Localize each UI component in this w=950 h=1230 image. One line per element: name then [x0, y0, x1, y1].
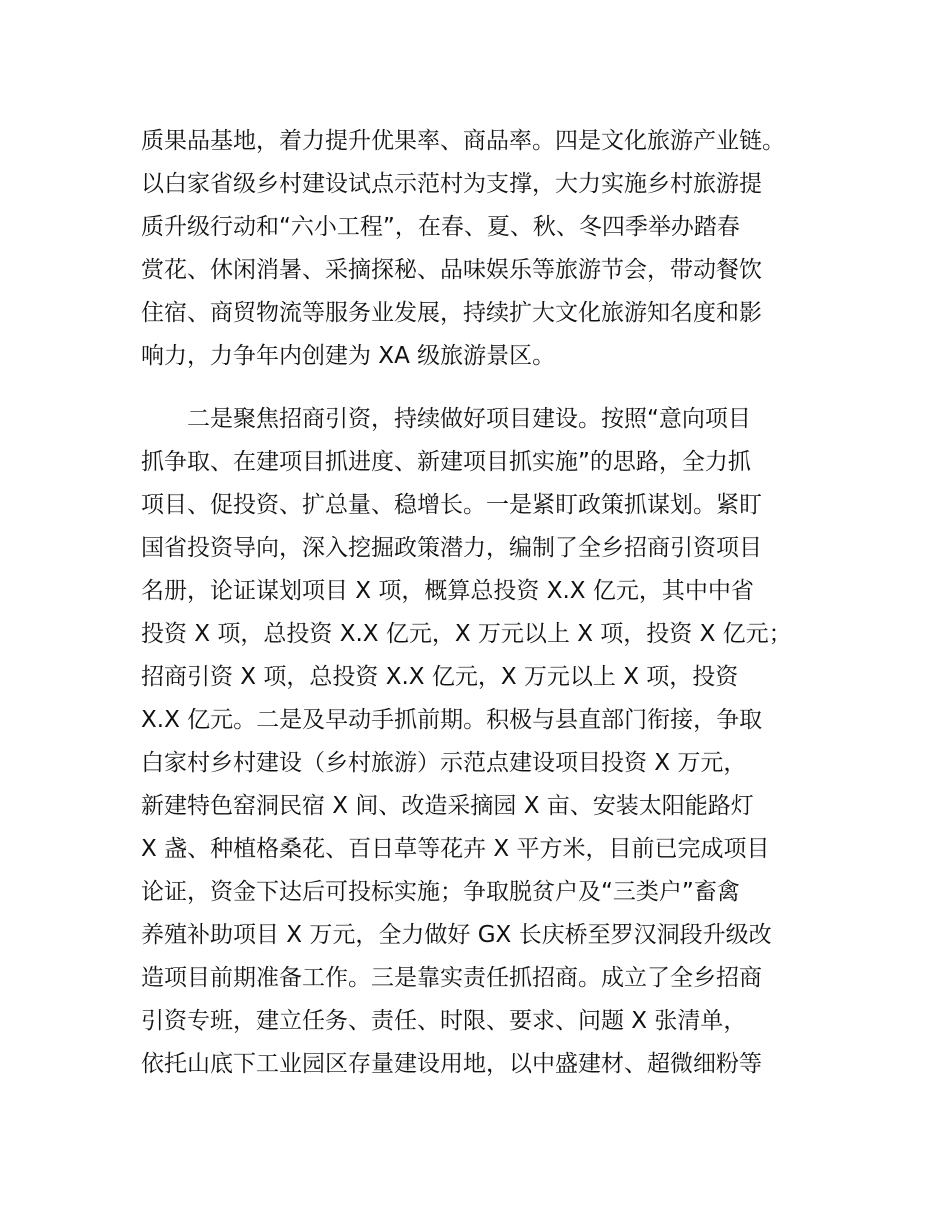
paragraph-2 — [141, 398, 831, 1086]
text-line: 白家村乡村建设（乡村旅游）示范点建设项目投资 X 万元， — [141, 750, 747, 776]
text-line: 养殖补助项目 X 万元，全力做好 GX 长庆桥至罗汉洞段升级改 — [141, 922, 772, 948]
text-line: 质升级行动和“六小工程”，在春、夏、秋、冬四季举办踏春 — [141, 214, 740, 240]
text-line: 造项目前期准备工作。三是靠实责任抓招商。成立了全乡招商 — [141, 965, 762, 991]
text-line: X 盏、种植格桑花、百日草等花卉 X 平方米，目前已完成项目 — [141, 836, 770, 862]
text-line: 项目、促投资、扩总量、稳增长。一是紧盯政策抓谋划。紧盯 — [141, 492, 762, 518]
text-line: 国省投资导向，深入挖掘政策潜力，编制了全乡招商引资项目 — [141, 535, 762, 561]
text-line: 赏花、休闲消暑、采摘探秘、品味娱乐等旅游节会，带动餐饮 — [141, 257, 762, 283]
text-line: 名册，论证谋划项目 X 项，概算总投资 X.X 亿元，其中中省 — [141, 578, 754, 604]
text-line: 投资 X 项，总投资 X.X 亿元，X 万元以上 X 项，投资 X 亿元； — [141, 621, 792, 647]
text-line: 抓争取、在建项目抓进度、新建项目抓实施”的思路，全力抓 — [141, 449, 751, 475]
paragraph-1 — [141, 120, 831, 378]
text-line: 住宿、商贸物流等服务业发展，持续扩大文化旅游知名度和影 — [141, 300, 762, 326]
text-line: 二是聚焦招商引资，持续做好项目建设。按照“意向项目 — [187, 406, 751, 432]
text-line: 质果品基地，着力提升优果率、商品率。四是文化旅游产业链。 — [141, 128, 785, 154]
text-line: 招商引资 X 项，总投资 X.X 亿元，X 万元以上 X 项，投资 — [141, 664, 739, 690]
text-line: 以白家省级乡村建设试点示范村为支撑，大力实施乡村旅游提 — [141, 171, 762, 197]
text-line: X.X 亿元。二是及早动手抓前期。积极与县直部门衔接，争取 — [141, 707, 763, 733]
text-line: 引资专班，建立任务、责任、时限、要求、问题 X 张清单， — [141, 1008, 747, 1034]
text-line: 论证，资金下达后可投标实施；争取脱贫户及“三类户”畜禽 — [141, 879, 740, 905]
text-line: 新建特色窑洞民宿 X 间、改造采摘园 X 亩、安装太阳能路灯 — [141, 793, 754, 819]
text-line: 响力，力争年内创建为 XA 级旅游景区。 — [141, 343, 556, 369]
text-line: 依托山底下工业园区存量建设用地，以中盛建材、超微细粉等 — [141, 1051, 762, 1077]
